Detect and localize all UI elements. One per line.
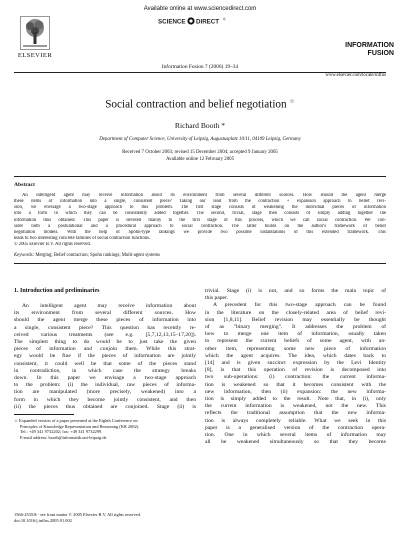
body-line: pieces of information and conjoin them. While this strat- <box>14 346 196 353</box>
journal-url: www.elsevier.com/locate/inffus <box>325 73 386 78</box>
abstract-line: information thus obtained. This paper is devoted mainly to the first stage of this process, which we call social contraction. We con- <box>14 217 386 223</box>
section-heading: 1. Introduction and preliminaries <box>14 288 100 294</box>
body-line: a single, consistent piece? This question has recently re- <box>14 324 196 331</box>
journal-reference: Information Fusion 7 (2006) 19–34 <box>161 64 239 70</box>
body-line: how to merge one item of information, usually taken <box>205 331 386 338</box>
received-dates: Received 7 October 2003; revised 15 December 2004; accepted 9 January 2005 <box>122 150 278 155</box>
footnote-rule <box>14 414 74 415</box>
body-line: new information, then (ii) expansion: the new informa- <box>205 388 386 395</box>
body-line: trivial. Stage (i) is not, and so forms the main topic of <box>205 288 386 294</box>
body-line: An intelligent agent may receive information about <box>22 303 196 309</box>
body-line: tion is simply added to the result. Note that, in (i), only <box>205 396 386 403</box>
abstract-body <box>14 193 386 248</box>
body-line: tion are manipulated (more precisely, weakened) into a <box>14 389 196 396</box>
title-footnote-cont: Principles of Knowledge Representation and Reasoning (KR 2002). <box>20 423 140 429</box>
author-name: Richard Booth * <box>174 121 226 130</box>
body-line: the current information is weakened, not the new. This <box>205 403 386 410</box>
body-line: should the agent merge these pieces of information into <box>14 317 196 324</box>
right-column-text <box>205 288 386 446</box>
abstract-bottom-rule <box>14 263 386 264</box>
body-line: (ii) the pieces thus obtained are conjoined. Stage (ii) is <box>14 403 196 410</box>
body-line: sion [1,8,11]. Belief revision may essentially be thought <box>205 316 386 323</box>
title-footnote: ☆ Expanded version of a paper presented at the Eighth Conference on <box>14 418 138 423</box>
svg-text:DIRECT: DIRECT <box>196 18 220 26</box>
body-line: other item, representing some new piece of information <box>205 345 386 352</box>
body-line: consistent, it could well be that some of the pieces stand <box>14 360 196 367</box>
body-line: ceived various treatments (see e.g. [5,7,12,13,15–17,20]). <box>14 331 196 338</box>
body-line: this paper. <box>205 295 228 302</box>
body-line: of as "binary merging". It addresses the problem of <box>205 324 386 331</box>
abstract-line: sider both a postulational and a procedural approach to social contraction. The latter builds on the author's framework of belief <box>14 223 386 229</box>
body-line: tion is always completely reliable. What we seek in this <box>205 417 386 424</box>
left-column-text <box>14 303 196 411</box>
title-footnote-mark: ☆ <box>289 99 295 105</box>
journal-name <box>314 42 394 58</box>
available-online-text: Available online at www.sciencedirect.com <box>143 6 257 12</box>
body-line: paper is a generalised version of the contraction opera- <box>205 424 386 431</box>
abstract-line: these items of information into a single, consistent piece? Taking our lead from the contraction + expansion approach to belief revi- <box>14 199 386 205</box>
body-line: form in which they become jointly consistent, and then <box>14 396 196 403</box>
body-line: in contradiction, in which case the strategy breaks <box>14 367 196 374</box>
body-line: [8], is that this operation of revision is decomposed into <box>205 367 386 374</box>
sciencedirect-logo <box>158 13 242 26</box>
elsevier-tree-icon <box>20 16 50 50</box>
body-line: The simplest thing to do would be to just take the given <box>14 339 196 346</box>
keywords <box>14 253 386 259</box>
doi: doi:10.1016/j.inffus.2005.01.002 <box>14 517 72 523</box>
body-line: [14] and is given succinct expression by the Levi Identity <box>205 360 386 367</box>
body-line: A precedent for this two-stage approach can be found <box>213 302 386 309</box>
body-line: down. In this paper we envisage a two-stage approach <box>14 375 196 382</box>
journal-name-line2: FUSION <box>367 50 394 58</box>
body-line: tion is weakened so that it becomes consistent with the <box>205 381 386 388</box>
abstract-line: leads to two interesting concrete families of social contraction functions. <box>14 236 151 242</box>
journal-name-line1: INFORMATION <box>345 42 394 49</box>
body-line: its environment from several different sources. How <box>14 310 196 317</box>
front-matter <box>14 512 244 523</box>
issn-copyright: 1566-2535/$ - see front matter © 2005 Elsevier B.V. All rights reserved. <box>14 512 141 517</box>
paper-title <box>0 98 400 111</box>
abstract-heading: Abstract <box>14 182 35 188</box>
footnotes <box>14 418 196 441</box>
elsevier-tree-logo <box>20 16 50 50</box>
online-date: Available online 12 February 2005 <box>165 156 235 162</box>
body-line: to the problem: (i) the individual, raw pieces of informa- <box>14 382 196 389</box>
body-line: in the literature on the closely-related area of belief revi- <box>205 309 386 316</box>
abstract-line: into a form in which they can be consistently added together. The second, trivial, stage then consists of simply adding together the <box>14 211 386 217</box>
body-line: tion. One in which several items of information may <box>205 432 386 439</box>
body-line: egy would be fine if the pieces of information are jointly <box>14 353 196 360</box>
paper-title-text: Social contraction and belief negotiation <box>105 98 287 111</box>
author-affiliation: Department of Computer Science, University of Leipzig, Augustusplatz 10/11, 04109 Leipzig, Germany <box>99 137 301 142</box>
body-line: reflects the traditional assumption that the new informa- <box>205 410 386 417</box>
body-line: two sub-operations: (i) contraction: the current informa- <box>205 374 386 381</box>
svg-text:SCIENCE: SCIENCE <box>158 18 186 26</box>
author-phone-fax: Tel.: +49 341 9732202; fax: +49 341 9732299. <box>20 429 103 435</box>
abstract-line: sion, we envisage a two-stage approach to this problem. The first stage consists of weakening the individual pieces of information <box>14 205 386 211</box>
body-line: all be weakened simultaneously so that they become <box>205 439 386 446</box>
body-line: which the agent acquires. The idea, which dates back to <box>205 352 386 359</box>
publisher-name: ELSEVIER <box>17 52 53 59</box>
sciencedirect-logo-graphic <box>158 16 242 26</box>
abstract-copyright: © 2005 Elsevier B.V. All rights reserved. <box>14 242 92 248</box>
keywords-label: Keywords: <box>14 253 35 258</box>
author-email: E-mail address: booth@informatik.uni-leipzig.de <box>20 435 107 441</box>
svg-text:®: ® <box>223 17 226 22</box>
keywords-list: Merging; Belief contraction; Spohn rankings; Multi-agent systems <box>35 253 160 258</box>
abstract-line: An intelligent agent may receive information about its environment from several different sources. How should the agent merge <box>22 193 386 198</box>
abstract-line: negotiation models. With the help of Spohn-type rankings we provide two possible instantiations of this extended framework. This <box>14 229 386 235</box>
body-line: to represent the current beliefs of some agent, with an- <box>205 338 386 345</box>
abstract-top-rule <box>14 176 386 177</box>
